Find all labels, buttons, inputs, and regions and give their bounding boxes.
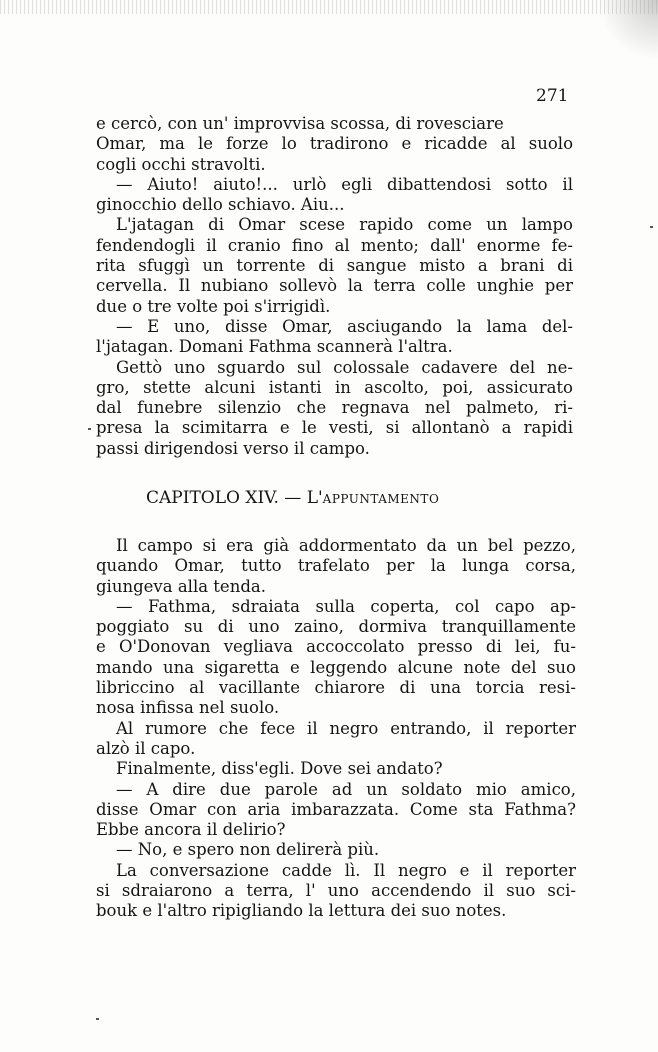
text-line: Ebbe ancora il delirio? — [96, 820, 286, 840]
text-line: cervella. Il nubiano sollevò la terra colle unghie per — [96, 276, 573, 296]
text-line: disse Omar con aria imbarazzata. Come sta Fathma? — [96, 799, 576, 819]
text-line: ginocchio dello schiavo. Aiu... — [96, 195, 345, 215]
scan-dot — [96, 1018, 99, 1020]
text-line: Gettò uno sguardo sul colossale cadavere del ne- — [116, 357, 573, 377]
text-line: alzò il capo. — [96, 738, 196, 758]
text-line: — A dire due parole ad un soldato mio amico, — [116, 779, 576, 799]
text-line: Omar, ma le forze lo tradirono e ricadde al suolo — [96, 134, 573, 154]
text-line: e O'Donovan vegliava accoccolato presso di lei, fu- — [96, 637, 576, 657]
text-line: gro, stette alcuni istanti in ascolto, poi, assicurato — [96, 377, 573, 397]
text-line: l'jatagan. Domani Fathma scannerà l'altra. — [96, 337, 453, 357]
text-line: giungeva alla tenda. — [96, 576, 266, 596]
paragraph-block-2 — [96, 536, 576, 922]
text-line: quando Omar, tutto trafelato per la lunga corsa, — [96, 556, 576, 576]
text-line: — Fathma, sdraiata sulla coperta, col capo ap- — [116, 596, 576, 616]
text-line: La conversazione cadde lì. Il negro e il reporter — [116, 860, 576, 880]
text-line: mando una sigaretta e leggendo alcune note del suo — [96, 657, 576, 677]
chapter-dash: — — [284, 488, 302, 508]
text-line: — Aiuto! aiuto!... urlò egli dibattendosi sotto il — [116, 174, 573, 194]
text-line: bouk e l'altro ripigliando la lettura dei suo notes. — [96, 901, 507, 921]
text-line: libriccino al vacillante chiarore di una torcia resi- — [96, 678, 576, 698]
text-line: cogli occhi stravolti. — [96, 154, 266, 174]
text-line: dal funebre silenzio che regnava nel palmeto, ri- — [96, 398, 573, 418]
text-line: fendendogli il cranio fino al mento; dall' enorme fe- — [96, 235, 573, 255]
text-line: nosa infissa nel suolo. — [96, 698, 280, 718]
chapter-title-prefix: L' — [306, 488, 323, 508]
paragraph-block-1 — [96, 114, 573, 459]
text-line: poggiato su di uno zaino, dormiva tranquillamente — [96, 617, 576, 637]
page-number: 271 — [536, 86, 569, 106]
text-line: — No, e spero non delirerà più. — [116, 840, 380, 860]
scan-dot — [650, 226, 653, 228]
scan-noise — [0, 0, 658, 14]
chapter-number: CAPITOLO XIV. — [146, 488, 279, 508]
text-line: L'jatagan di Omar scese rapido come un lampo — [116, 215, 573, 235]
scan-dot — [88, 428, 91, 430]
text-line: Al rumore che fece il negro entrando, il reporter — [116, 718, 576, 738]
chapter-heading — [146, 488, 566, 508]
text-line: passi dirigendosi verso il campo. — [96, 438, 370, 458]
scan-shadow — [598, 0, 658, 60]
text-line: presa la scimitarra e le vesti, si allontanò a rapidi — [96, 418, 573, 438]
chapter-title: APPUNTAMENTO — [322, 492, 440, 506]
text-line: e cercò, con un' improvvisa scossa, di rovesciare — [96, 114, 504, 133]
text-line: si sdraiarono a terra, l' uno accendendo il suo sci- — [96, 881, 576, 901]
text-line: Finalmente, diss'egli. Dove sei andato? — [116, 759, 443, 779]
text-line: due o tre volte poi s'irrigidì. — [96, 296, 331, 316]
text-line: — E uno, disse Omar, asciugando la lama del- — [116, 316, 573, 336]
text-line: Il campo si era già addormentato da un bel pezzo, — [116, 536, 576, 555]
text-line: rita sfuggì un torrente di sangue misto a brani di — [96, 256, 573, 276]
